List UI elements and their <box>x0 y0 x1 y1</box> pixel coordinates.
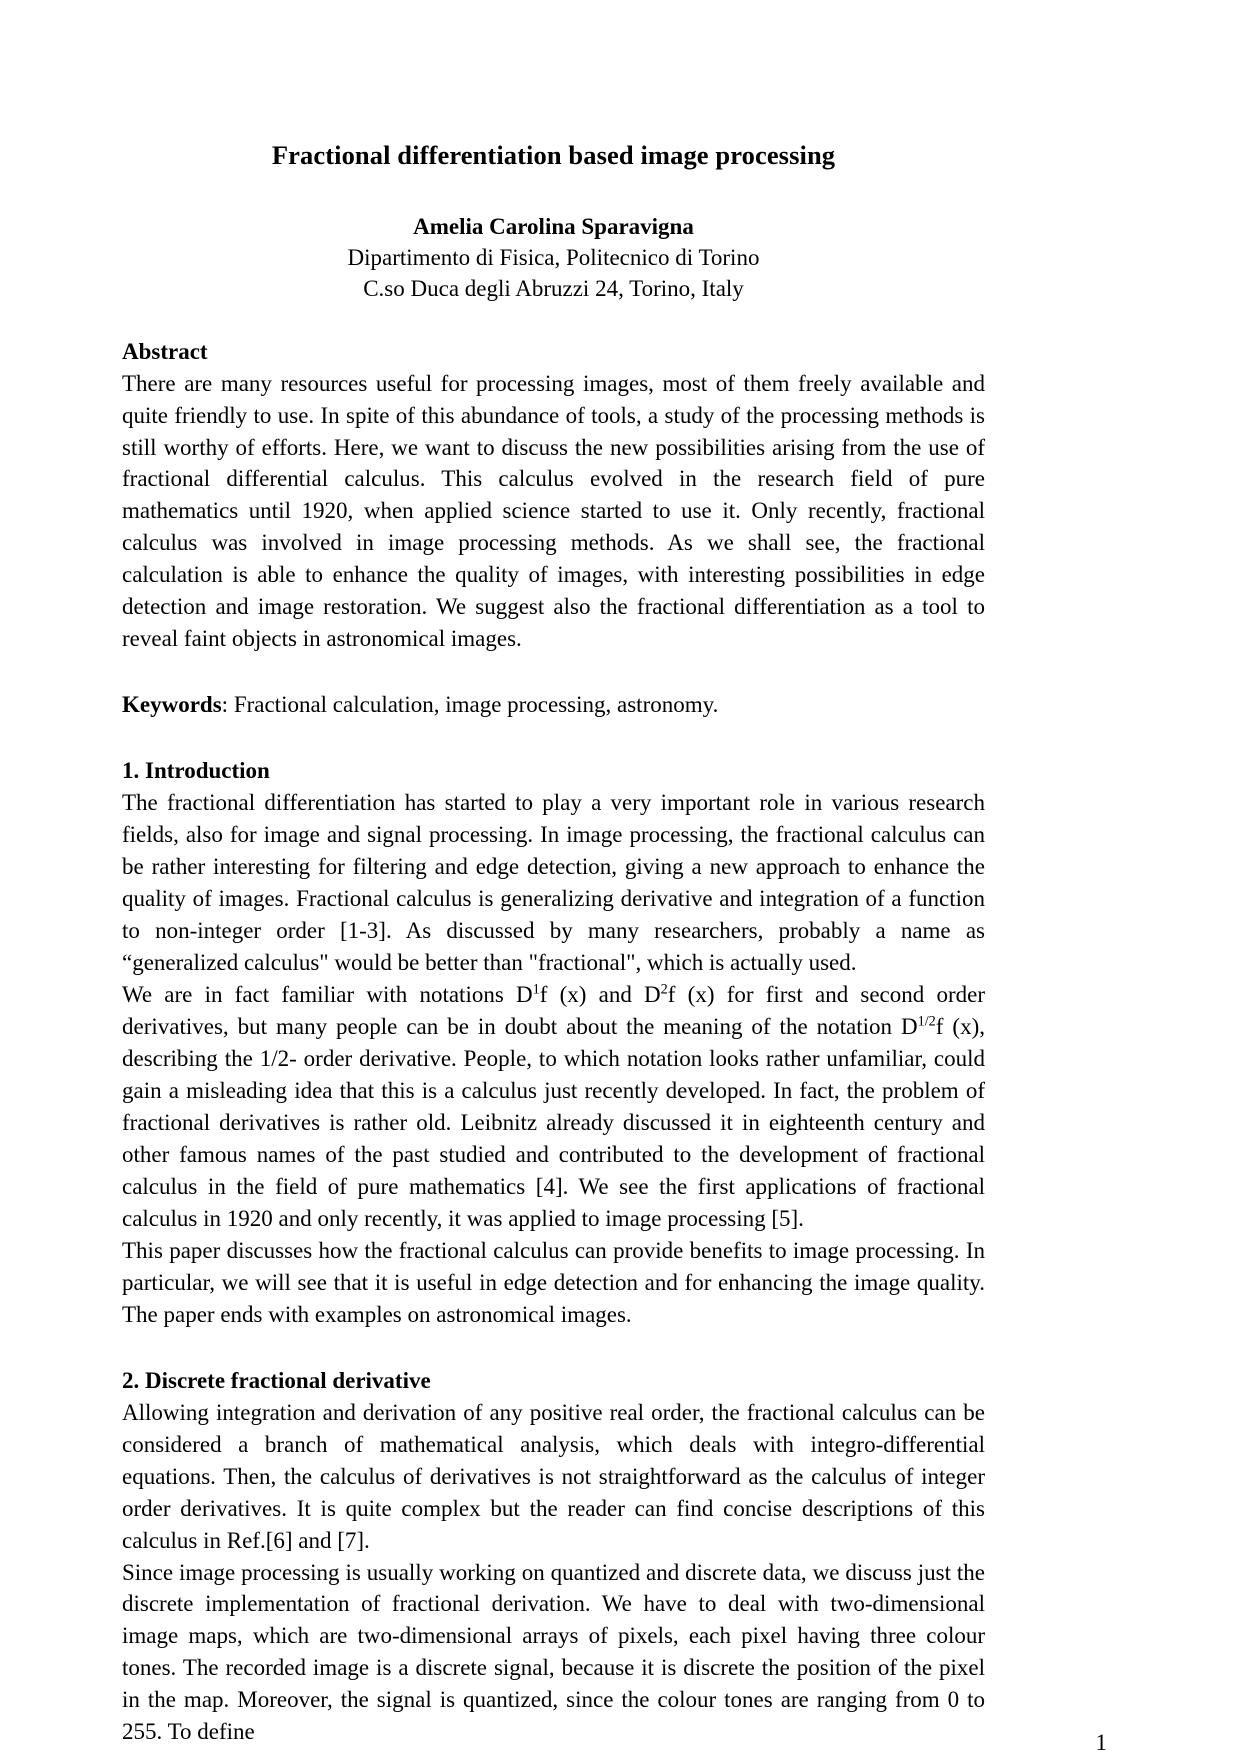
page-number: 1 <box>1095 1730 1107 1755</box>
introduction-paragraph-3: This paper discusses how the fractional calculus can provide benefits to image processing. In particular, we will see that it is useful in edge detection and for enhancing the image quality. The paper ends with examples on astronomical images. <box>122 1237 985 1327</box>
author-affiliation-address: C.so Duca degli Abruzzi 24, Torino, Italy <box>363 276 744 302</box>
superscript-order-1: 1 <box>532 981 540 998</box>
keywords-label: Keywords <box>122 692 222 718</box>
keywords-text: Fractional calculation, image processing, astronomy. <box>233 692 719 718</box>
math-text-d: f (x), describing the 1/2- order derivative. People, to which notation looks rather unfamiliar, could gain a misleading idea that this is a calculus just recently developed. In fact, the problem of fractional derivatives is rather old. Leibnitz already discussed it in eighteenth century and other famous names of the past studied and contributed to the development of fractional calculus in the field of pure mathematics [4]. We see the first applications of fractional calculus in 1920 and only recently, it was applied to image processing [5]. <box>122 1014 985 1231</box>
section2-paragraph-2: Since image processing is usually working on quantized and discrete data, we discuss just the discrete implementation of fractional derivation. We have to deal with two-dimensional image maps, which are two-dimensional arrays of pixels, each pixel having three colour tones. The recorded image is a discrete signal, because it is discrete the position of the pixel in the map. Moreover, the signal is quantized, since the colour tones are ranging from 0 to 255. To define <box>122 1559 985 1745</box>
superscript-order-half: 1/2 <box>917 1013 936 1030</box>
abstract-text: There are many resources useful for processing images, most of them freely available and quite friendly to use. In spite of this abundance of tools, a study of the processing methods is still worthy of efforts. Here, we want to discuss the new possibilities arising from the use of fractional differential calculus. This calculus evolved in the research field of pure mathematics until 1920, when applied science started to use it. Only recently, fractional calculus was involved in image processing methods. As we shall see, the fractional calculation is able to enhance the quality of images, with interesting possibilities in edge detection and image restoration. We suggest also the fractional differentiation as a tool to reveal faint objects in astronomical images. <box>122 370 985 652</box>
page-title: Fractional differentiation based image processing <box>271 140 836 170</box>
section2-paragraph-1: Allowing integration and derivation of any positive real order, the fractional calculus can be considered a branch of mathematical analysis, which deals with integro-differential equations. Then, the calculus of derivatives is not straightforward as the calculus of integer order derivatives. It is quite complex but the reader can find concise descriptions of this calculus in Ref.[6] and [7]. <box>122 1399 985 1553</box>
author-block <box>122 211 985 305</box>
spacer <box>122 1331 985 1365</box>
keywords-separator: : <box>221 692 234 718</box>
introduction-paragraph-2 <box>122 979 985 1235</box>
superscript-order-2: 2 <box>660 981 668 998</box>
section-heading-introduction: 1. Introduction <box>122 758 270 784</box>
math-text-b: f (x) and D <box>539 982 661 1008</box>
spacer <box>122 721 985 755</box>
page-content <box>122 140 1107 1755</box>
keywords-line <box>122 689 985 721</box>
author-name: Amelia Carolina Sparavigna <box>413 213 694 239</box>
section-heading-discrete-fractional-derivative: 2. Discrete fractional derivative <box>122 1367 431 1393</box>
spacer <box>122 655 985 689</box>
introduction-paragraph-1: The fractional differentiation has started to play a very important role in various research fields, also for image and signal processing. In image processing, the fractional calculus can be rather interesting for filtering and edge detection, giving a new approach to enhance the quality of images. Fractional calculus is generalizing derivative and integration of a function to non-integer order [1-3]. As discussed by many researchers, probably a name as “generalized calculus" would be better than "fractional", which is actually used. <box>122 790 985 976</box>
abstract-heading: Abstract <box>122 338 208 364</box>
spacer <box>122 305 985 336</box>
math-text-a: We are in fact familiar with notations D <box>122 982 533 1008</box>
author-affiliation-institution: Dipartimento di Fisica, Politecnico di Torino <box>347 245 760 271</box>
math-text-c: f (x) for first and second order derivatives, but many people can be in doubt about the meaning of the notation D <box>122 982 986 1039</box>
